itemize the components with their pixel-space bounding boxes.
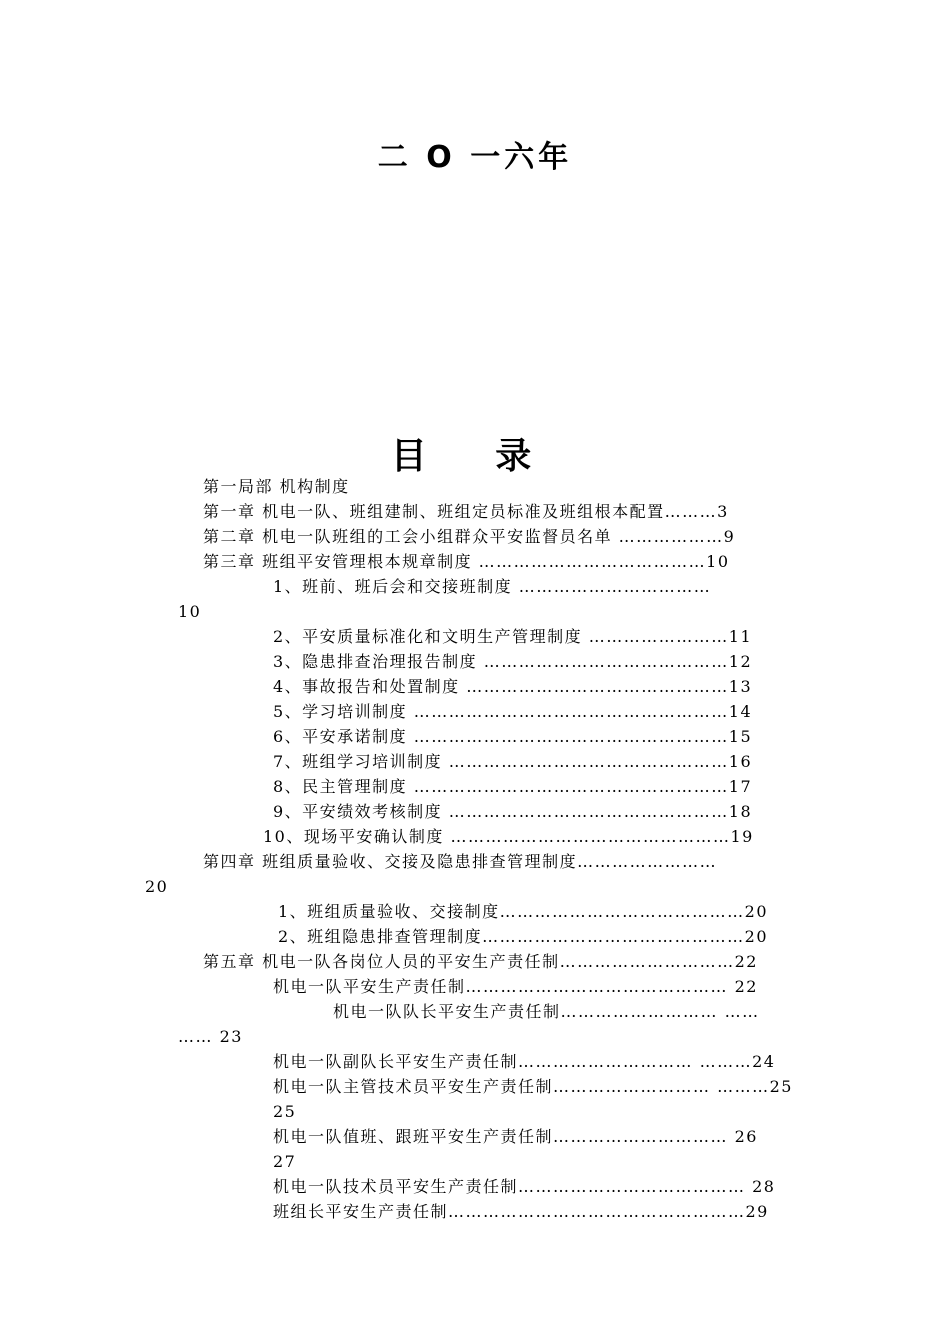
- toc-chapter-5: 第五章 机电一队各岗位人员的平安生产责任制…………………………22: [203, 952, 758, 971]
- toc-item: 2、平安质量标准化和文明生产管理制度 ……………………11: [273, 627, 753, 646]
- toc-chapter-1: 第一章 机电一队、班组建制、班组定员标准及班组根本配置………3: [203, 502, 729, 521]
- year-heading: 二 O 一六年: [377, 140, 573, 175]
- toc-item: 5、学习培训制度 ………………………………………………14: [273, 702, 753, 721]
- toc-item: 机电一队副队长平安生产责任制………………………… ………24: [273, 1052, 776, 1071]
- toc-page-number: 27: [273, 1152, 297, 1171]
- toc-item: 2、班组隐患排查管理制度………………………………………20: [278, 927, 769, 946]
- toc-item: 8、民主管理制度 ………………………………………………17: [273, 777, 753, 796]
- toc-page-number: 10: [178, 602, 202, 621]
- toc-chapter-2: 第二章 机电一队班组的工会小组群众平安监督员名单 ………………9: [203, 527, 736, 546]
- toc-item: 机电一队平安生产责任制……………………………………… 22: [273, 977, 758, 996]
- toc-part-1: 第一局部 机构制度: [203, 477, 350, 496]
- toc-item: 机电一队队长平安生产责任制……………………… ……: [333, 1002, 760, 1021]
- toc-chapter-4: 第四章 班组质量验收、交接及隐患排查管理制度……………………: [203, 852, 718, 871]
- toc-item: 班组长平安生产责任制……………………………………………29: [273, 1202, 769, 1221]
- toc-item: 3、隐患排查治理报告制度 ……………………………………12: [273, 652, 753, 671]
- toc-item: 6、平安承诺制度 ………………………………………………15: [273, 727, 753, 746]
- toc-item: 10、现场平安确认制度 …………………………………………19: [263, 827, 754, 846]
- toc-page-number: …… 23: [178, 1027, 243, 1046]
- toc-item: 7、班组学习培训制度 …………………………………………16: [273, 752, 753, 771]
- toc-item: 1、班组质量验收、交接制度……………………………………20: [278, 902, 769, 921]
- toc-item: 1、班前、班后会和交接班制度 ……………………………: [273, 577, 712, 596]
- toc-item: 4、事故报告和处置制度 ………………………………………13: [273, 677, 753, 696]
- toc-item: 机电一队值班、跟班平安生产责任制………………………… 26: [273, 1127, 758, 1146]
- toc-chapter-3: 第三章 班组平安管理根本规章制度 …………………………………10: [203, 552, 730, 571]
- toc-page-number: 20: [145, 877, 169, 896]
- toc-item: 9、平安绩效考核制度 …………………………………………18: [273, 802, 753, 821]
- toc-page-number: 25: [273, 1102, 297, 1121]
- toc-item: 机电一队主管技术员平安生产责任制……………………… ………25: [273, 1077, 793, 1096]
- toc-item: 机电一队技术员平安生产责任制………………………………… 28: [273, 1177, 776, 1196]
- toc-title: 目 录: [390, 436, 560, 477]
